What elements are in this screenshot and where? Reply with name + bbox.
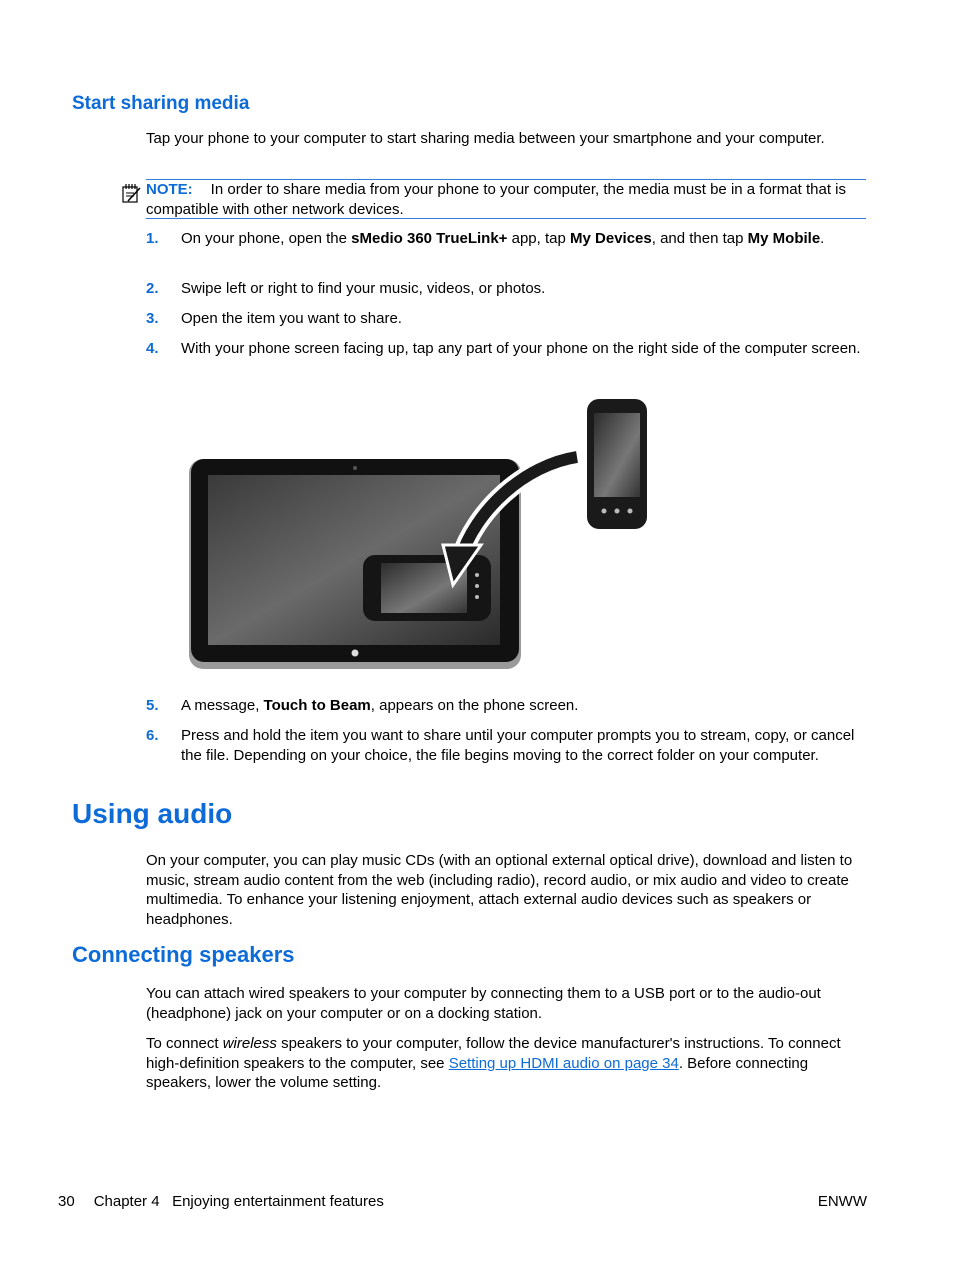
step-number: 4.: [146, 340, 159, 357]
step-1: [146, 229, 871, 249]
hdmi-audio-link[interactable]: Setting up HDMI audio on page 34: [448, 1054, 679, 1072]
step-6: [146, 726, 871, 765]
intro-paragraph: Tap your phone to your computer to start sharing media between your smartphone and your computer.: [146, 130, 825, 147]
footer-right: ENWW: [817, 1193, 867, 1210]
step-text: Press and hold the item you want to share until your computer prompts you to stream, copy, or cancel the file. Depending on your choice, the file begins moving to the correct folder on your computer.: [181, 727, 855, 764]
step-number: 6.: [146, 727, 159, 744]
speakers-paragraph-1: You can attach wired speakers to your computer by connecting them to a USB port or to the audio-out (headphone) jack on your computer or on a docking station.: [146, 985, 821, 1022]
section-heading-start-sharing-media: Start sharing media: [72, 93, 250, 114]
step-number: 2.: [146, 280, 159, 297]
speakers-paragraph-2: To connect wireless speakers to your computer, follow the device manufacturer's instructions. To connect high-definition speakers to the computer, see Setting up HDMI audio on page 34. Before connecting speakers, lower the volume setting.: [146, 1035, 841, 1091]
step-text: With your phone screen facing up, tap any part of your phone on the right side of the computer screen.: [181, 340, 861, 357]
page-number: 30: [58, 1193, 75, 1210]
step-number: 5.: [146, 697, 159, 714]
phone-on-tablet-graphic: [363, 555, 491, 621]
section-heading-using-audio: Using audio: [72, 798, 233, 829]
step-text: On your phone, open the sMedio 360 TrueLink+ app, tap My Devices, and then tap My Mobile.: [181, 230, 825, 247]
note-box: [146, 179, 866, 219]
section-heading-connecting-speakers: Connecting speakers: [72, 942, 295, 967]
note-text: In order to share media from your phone to your computer, the media must be in a format that is compatible with other network devices.: [146, 181, 846, 218]
footer-chapter: Chapter 4 Enjoying entertainment features: [93, 1193, 384, 1210]
step-text: A message, Touch to Beam, appears on the phone screen.: [181, 697, 579, 714]
phone-graphic: [587, 399, 647, 529]
note-icon: [120, 182, 142, 204]
tap-to-share-illustration: [185, 395, 655, 675]
footer-left: [58, 1192, 384, 1212]
step-number: 1.: [146, 230, 159, 247]
step-text: Swipe left or right to find your music, videos, or photos.: [181, 280, 546, 297]
note-label: NOTE:: [146, 181, 193, 198]
step-number: 3.: [146, 310, 159, 327]
step-2: [146, 279, 871, 299]
note-content: [146, 180, 866, 219]
using-audio-paragraph: On your computer, you can play music CDs (with an optional external optical drive), download and listen to music, stream audio content from the web (including radio), record audio, or mix audio and video to create multimedia. To enhance your listening enjoyment, attach external audio devices such as speakers or headphones.: [146, 852, 853, 928]
step-4: [146, 339, 871, 359]
step-5: [146, 696, 871, 716]
step-3: [146, 309, 871, 329]
step-text: Open the item you want to share.: [181, 310, 402, 327]
